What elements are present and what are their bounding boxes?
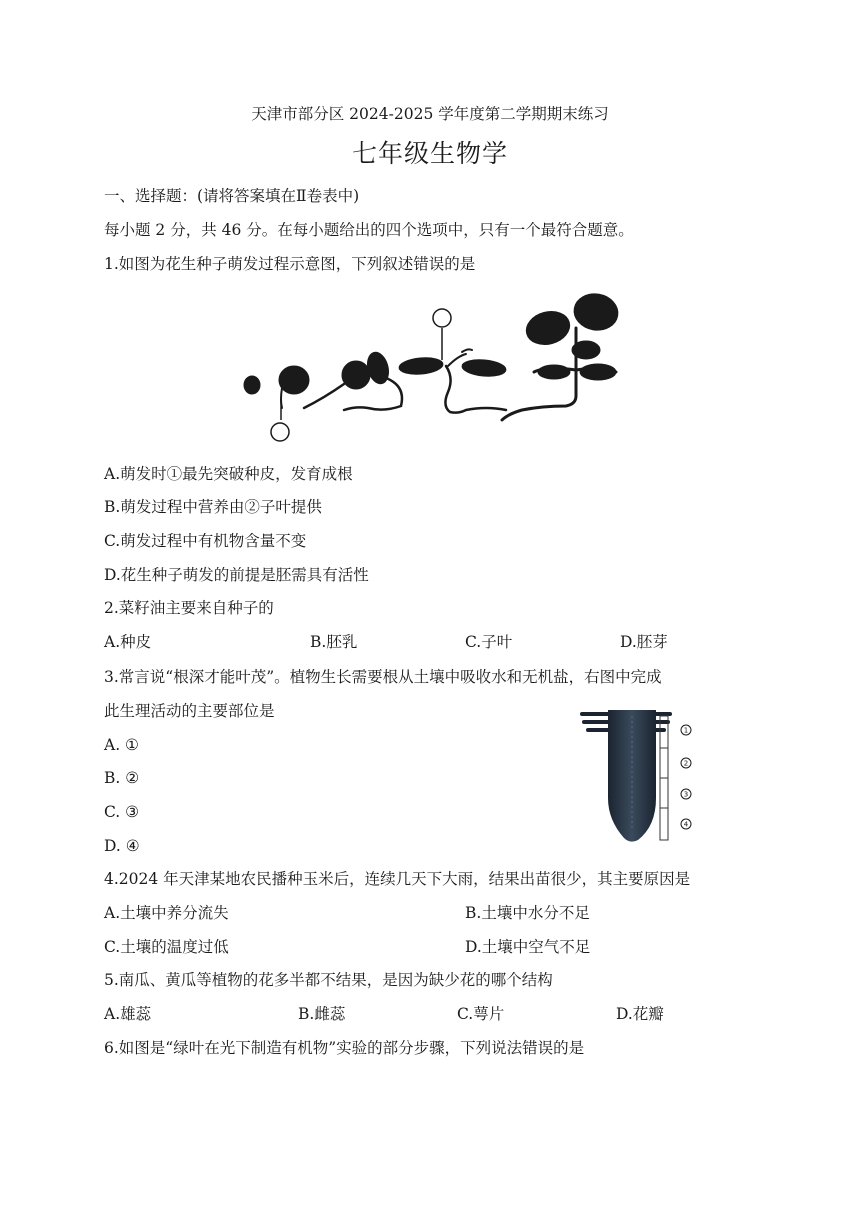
question-2-option-c[interactable]: C.子叶 [465, 633, 513, 651]
question-3-option-d[interactable]: D. ④ [104, 837, 140, 855]
question-5-option-d[interactable]: D.花瓣 [616, 1005, 664, 1023]
question-3-option-a[interactable]: A. ① [104, 736, 139, 754]
svg-text:3: 3 [683, 790, 689, 799]
svg-text:4: 4 [683, 820, 689, 829]
question-4-option-d[interactable]: D.土壤中空气不足 [465, 938, 591, 956]
question-4-stem: 4.2024 年天津某地农民播种玉米后，连续几天下大雨，结果出苗很少，其主要原因是 [104, 870, 691, 888]
root-tip-figure [578, 708, 704, 844]
question-1-option-a[interactable]: A.萌发时①最先突破种皮，发育成根 [104, 465, 353, 483]
section-heading: 一、选择题：(请将答案填在Ⅱ卷表中) [104, 187, 360, 205]
question-3-option-c[interactable]: C. ③ [104, 803, 140, 821]
question-1-option-c[interactable]: C.萌发过程中有机物含量不变 [104, 532, 307, 550]
page-title: 七年级生物学 [351, 139, 508, 168]
svg-text:1: 1 [683, 726, 689, 735]
question-1-option-b[interactable]: B.萌发过程中营养由②子叶提供 [104, 498, 322, 516]
peanut-germination-figure [236, 288, 626, 446]
question-3-option-b[interactable]: B. ② [104, 769, 140, 787]
question-2-option-d[interactable]: D.胚芽 [620, 633, 668, 651]
question-6-stem: 6.如图是“绿叶在光下制造有机物”实验的部分步骤，下列说法错误的是 [104, 1039, 585, 1057]
question-2-option-a[interactable]: A.种皮 [104, 633, 152, 651]
question-5-stem: 5.南瓜、黄瓜等植物的花多半都不结果，是因为缺少花的哪个结构 [104, 971, 553, 989]
page-subtitle: 天津市部分区 2024-2025 学年度第二学期期末练习 [251, 105, 609, 123]
svg-text:2: 2 [683, 759, 689, 768]
question-5-option-b[interactable]: B.雌蕊 [298, 1005, 346, 1023]
question-4-option-c[interactable]: C.土壤的温度过低 [104, 938, 229, 956]
question-1-option-d[interactable]: D.花生种子萌发的前提是胚需具有活性 [104, 566, 369, 584]
question-1-stem: 1.如图为花生种子萌发过程示意图，下列叙述错误的是 [104, 255, 476, 273]
question-5-option-a[interactable]: A.雄蕊 [104, 1005, 152, 1023]
question-2-option-b[interactable]: B.胚乳 [310, 633, 358, 651]
question-3-stem-line1: 3.常言说“根深才能叶茂”。植物生长需要根从土壤中吸收水和无机盐，右图中完成 [104, 668, 662, 686]
question-2-stem: 2.菜籽油主要来自种子的 [104, 599, 274, 617]
question-5-option-c[interactable]: C.萼片 [457, 1005, 505, 1023]
section-instruction: 每小题 2 分，共 46 分。在每小题给出的四个选项中，只有一个最符合题意。 [104, 221, 634, 239]
question-4-option-a[interactable]: A.土壤中养分流失 [104, 904, 229, 922]
question-3-stem-line2: 此生理活动的主要部位是 [104, 702, 275, 720]
question-4-option-b[interactable]: B.土壤中水分不足 [465, 904, 590, 922]
